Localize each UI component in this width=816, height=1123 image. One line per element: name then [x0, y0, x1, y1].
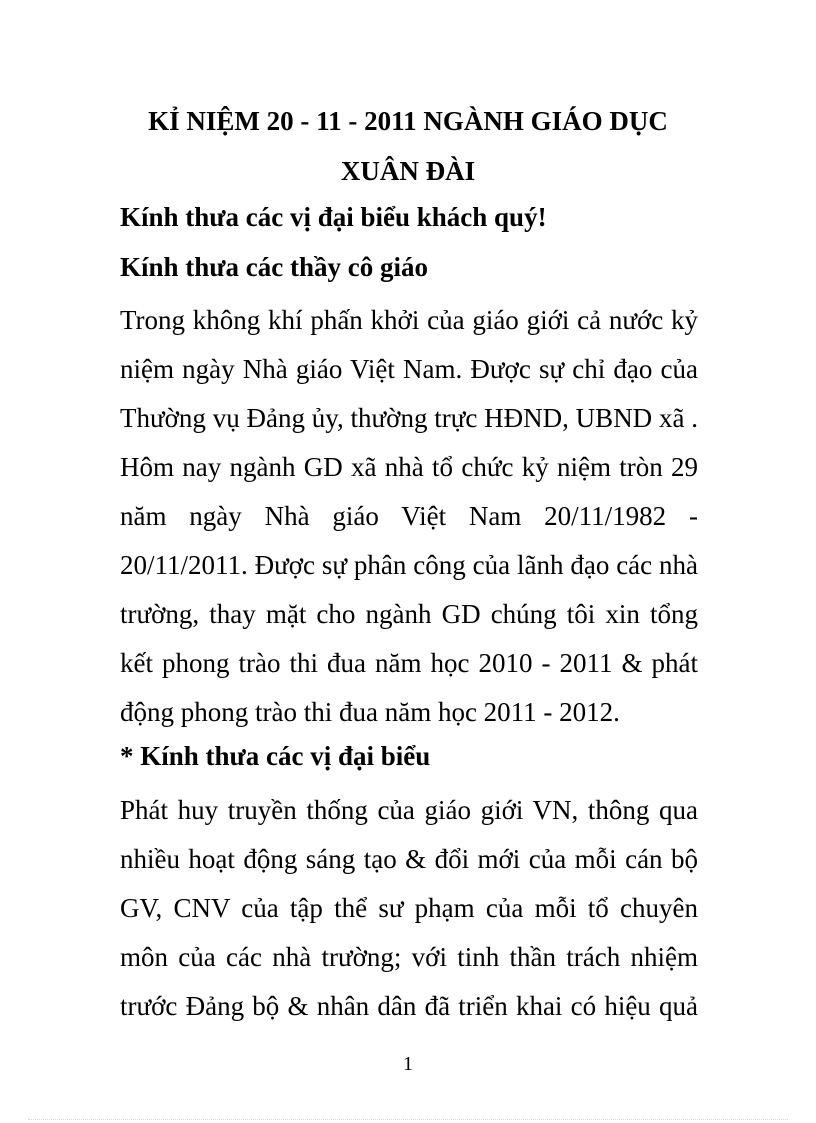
paragraph-line: Phát huy truyền thống của giáo giới VN, thông qua — [120, 795, 698, 825]
document-title-line-2: XUÂN ĐÀI — [340, 156, 476, 186]
paragraph-line: kết phong trào thi đua năm học 2010 - 2011 & phát — [120, 648, 698, 678]
paragraph-line: Thường vụ Đảng ủy, thường trực HĐND, UBND xã . — [120, 403, 698, 433]
paragraph-line: 20/11/2011. Được sự phân công của lãnh đạo các nhà — [120, 550, 698, 580]
paragraph-line: môn của các nhà trường; với tinh thần trách nhiệm — [120, 942, 698, 972]
opening-paragraph — [120, 296, 698, 737]
paragraph-line: niệm ngày Nhà giáo Việt Nam. Được sự chỉ đạo của — [120, 354, 698, 384]
page-number: 1 — [403, 1053, 413, 1075]
paragraph-line: nhiều hoạt động sáng tạo & đổi mới của mỗi cán bộ — [120, 844, 698, 874]
document-title-line-1: KỈ NIỆM 20 - 11 - 2011 NGÀNH GIÁO DỤC — [148, 106, 668, 136]
section-heading: * Kính thưa các vị đại biểu — [120, 741, 431, 771]
greeting-guests: Kính thưa các vị đại biểu khách quý! — [120, 202, 547, 232]
paragraph-line: động phong trào thi đua năm học 2011 - 2012. — [120, 697, 620, 727]
paragraph-line: GV, CNV của tập thể sư phạm của mỗi tổ chuyên — [120, 893, 698, 923]
paragraph-line: Trong không khí phấn khởi của giáo giới cả nước kỷ — [120, 305, 698, 335]
paragraph-line: năm ngày Nhà giáo Việt Nam 20/11/1982 - — [120, 501, 698, 531]
page-bottom-border — [28, 1119, 788, 1120]
second-paragraph — [120, 786, 698, 1031]
paragraph-line: trường, thay mặt cho ngành GD chúng tôi xin tổng — [120, 599, 698, 629]
paragraph-line: trước Đảng bộ & nhân dân đã triển khai có hiệu quả — [120, 991, 698, 1021]
paragraph-line: Hôm nay ngành GD xã nhà tổ chức kỷ niệm tròn 29 — [120, 452, 698, 482]
greeting-teachers: Kính thưa các thầy cô giáo — [120, 252, 428, 282]
